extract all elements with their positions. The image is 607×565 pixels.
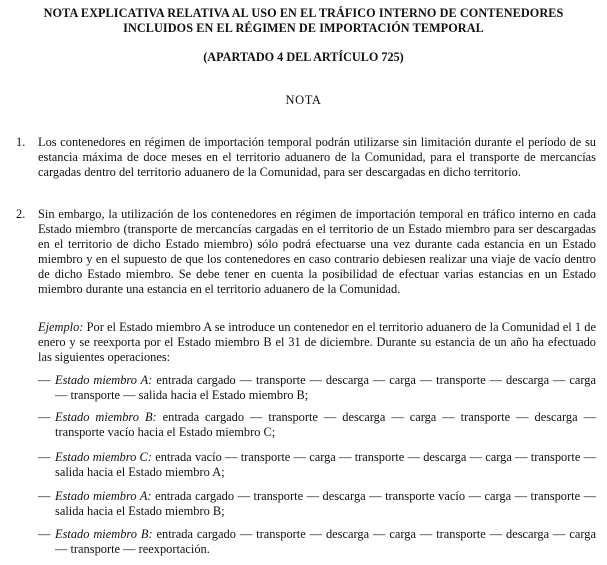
document-title: NOTA EXPLICATIVA RELATIVA AL USO EN EL TRÁFICO INTERNO DE CONTENEDORES INCLUIDOS EN EL RÉGIMEN DE IMPORTACIÓN TEMPORAL	[43, 6, 564, 35]
section-heading: NOTA	[285, 93, 322, 107]
item-text: Sin embargo, la utilización de los contenedores en régimen de importación temporal en tráfico interno en cada Estado miembro (transporte de mercancías cargadas en el territorio de un Estado miembro para ser descargadas en el territorio de dicho Estado miembro) sólo podrá efectuarse una vez durante cada estancia en un Estado miembro y en el supuesto de que los contenedores en caso contrario debiesen realizar una viaje de vacío dentro de dicho Estado miembro. Se debe tener en cuenta la posibilidad de efectuar varias estancias en un Estado miembro durante una estancia en el territorio aduanero de la Comunidad.	[38, 207, 596, 297]
dash-bullet: —	[38, 489, 51, 503]
operation-text: entrada cargado — transporte — descarga — carga — transporte — descarga — transporte vacío hacia el Estado miembro C;	[55, 410, 596, 440]
operation-state: Estado miembro C:	[55, 450, 152, 464]
operation-item	[38, 527, 596, 557]
operation-text: entrada cargado — transporte — descarga — carga — transporte — descarga — carga — transporte — salida hacia el Estado miembro B;	[55, 373, 596, 403]
dash-bullet: —	[38, 373, 51, 387]
example-label: Ejemplo:	[38, 320, 84, 334]
document-subtitle: (APARTADO 4 DEL ARTÍCULO 725)	[203, 50, 404, 64]
operation-text: entrada cargado — transporte — descarga — carga — transporte — descarga — carga — transporte — reexportación.	[55, 527, 596, 557]
list-item	[16, 135, 596, 180]
dash-bullet: —	[38, 410, 51, 424]
list-item	[16, 207, 596, 298]
operation-item	[38, 489, 596, 519]
item-number: 1.	[16, 135, 26, 149]
operation-text: entrada vacío — transporte — carga — transporte — descarga — carga — transporte — salida hacia el Estado miembro A;	[55, 450, 596, 480]
example-text: Por el Estado miembro A se introduce un contenedor en el territorio aduanero de la Comunidad el 1 de enero y se reexporta por el Estado miembro B el 31 de diciembre. Durante su estancia de un año ha efectuado las siguientes operaciones:	[38, 320, 596, 365]
example-paragraph	[38, 320, 596, 365]
operation-state: Estado miembro A:	[55, 373, 153, 387]
operation-item	[38, 450, 596, 480]
operation-state: Estado miembro B:	[55, 410, 157, 424]
dash-bullet: —	[38, 527, 51, 541]
operation-state: Estado miembro A:	[55, 489, 152, 503]
operation-item	[38, 410, 596, 440]
operation-state: Estado miembro B:	[55, 527, 153, 541]
dash-bullet: —	[38, 450, 51, 464]
item-number: 2.	[16, 207, 26, 221]
operation-item	[38, 373, 596, 403]
operation-text: entrada cargado — transporte — descarga — transporte vacío — carga — transporte — salida hacia el Estado miembro B;	[55, 489, 596, 519]
item-text: Los contenedores en régimen de importación temporal podrán utilizarse sin limitación durante el período de su estancia máxima de doce meses en el territorio aduanero de la Comunidad, para el transporte de mercancías cargadas dentro del territorio aduanero de la Comunidad, para ser descargadas en dicho territorio.	[38, 135, 596, 180]
